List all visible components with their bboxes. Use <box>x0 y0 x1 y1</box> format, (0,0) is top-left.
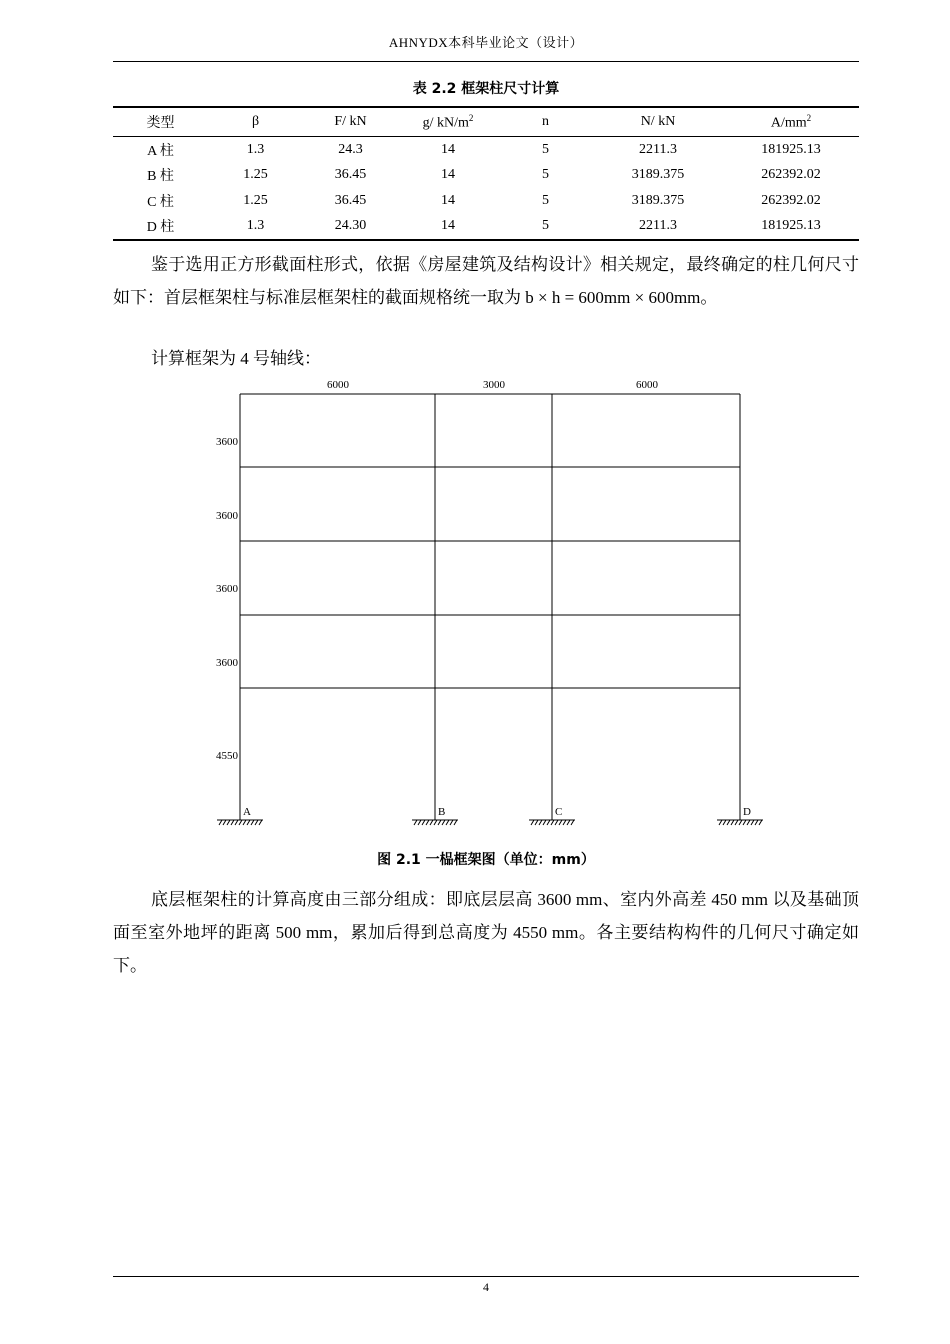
cell-n: 5 <box>542 167 549 183</box>
paragraph-column-dimensions: 鉴于选用正方形截面柱形式，依据《房屋建筑及结构设计》相关规定，最终确定的柱几何尺寸如下：首层框架柱与标准层框架柱的截面规格统一取为 b × h = 600mm × 600mm。 <box>113 255 859 307</box>
table-row <box>113 163 859 189</box>
cell-beta: 1.3 <box>246 218 265 234</box>
cell-type: A 柱 <box>147 143 174 159</box>
paragraph-column-height: 底层框架柱的计算高度由三部分组成：即底层层高 3600 mm、室内外高差 450 mm 以及基础顶面至室外地坪的距离 500 mm，累加后得到总高度为 4550 mm。各主要结构构件的几何尺寸确定如下。 <box>113 890 859 975</box>
page-number: 4 <box>483 1280 489 1294</box>
col-header-area-text: A/mm <box>770 115 807 131</box>
table-row <box>113 188 859 214</box>
frame-lines <box>240 394 740 820</box>
paragraph-frame-axis: 计算框架为 4 号轴线： <box>151 349 321 368</box>
cell-force: 24.3 <box>338 141 363 157</box>
cell-load: 14 <box>441 192 455 208</box>
axis-label-a: A <box>243 806 251 818</box>
support-c <box>529 820 575 825</box>
support-b <box>412 820 458 825</box>
storey-height-label: 4550 <box>216 750 238 762</box>
span-label-bc: 3000 <box>483 379 505 391</box>
axis-label-b: B <box>438 806 446 818</box>
cell-area: 262392.02 <box>761 167 821 183</box>
column-size-table <box>113 106 859 241</box>
cell-axial: 3189.375 <box>631 192 685 208</box>
table-caption: 表 2.2 框架柱尺寸计算 <box>412 81 560 97</box>
span-label-ab: 6000 <box>327 379 349 391</box>
cell-beta: 1.3 <box>246 141 265 157</box>
cell-beta: 1.25 <box>243 167 268 183</box>
table-row <box>113 137 859 163</box>
col-header-axial: N/ kN <box>640 114 676 129</box>
col-header-load <box>398 107 498 137</box>
support-d <box>717 820 763 825</box>
cell-force: 24.30 <box>334 218 367 234</box>
cell-type: C 柱 <box>147 194 174 210</box>
table-row <box>113 214 859 241</box>
fixed-supports <box>217 820 763 825</box>
cell-n: 5 <box>542 218 549 234</box>
table-header-row <box>113 107 859 137</box>
cell-force: 36.45 <box>334 192 367 208</box>
span-label-cd: 6000 <box>636 379 658 391</box>
col-header-n: n <box>542 114 549 129</box>
col-header-load-exp: 2 <box>468 112 474 123</box>
figure-caption: 图 2.1 一榀框架图（单位：mm） <box>377 852 595 868</box>
cell-axial: 2211.3 <box>639 141 677 157</box>
cell-force: 36.45 <box>334 167 367 183</box>
cell-type: B 柱 <box>147 169 174 185</box>
col-header-type: 类型 <box>146 116 175 131</box>
cell-n: 5 <box>542 141 549 157</box>
storey-height-label: 3600 <box>216 510 238 522</box>
cell-area: 181925.13 <box>761 218 821 234</box>
storey-height-label: 3600 <box>216 436 238 448</box>
cell-area: 181925.13 <box>761 141 821 157</box>
cell-beta: 1.25 <box>243 192 268 208</box>
cell-type: D 柱 <box>146 220 175 236</box>
footer-divider <box>113 1276 859 1277</box>
support-a <box>217 820 263 825</box>
col-header-force: F/ kN <box>334 114 367 129</box>
col-header-area-exp: 2 <box>806 112 812 123</box>
storey-height-label: 3600 <box>216 583 238 595</box>
cell-load: 14 <box>441 218 455 234</box>
cell-n: 5 <box>542 192 549 208</box>
cell-area: 262392.02 <box>761 192 821 208</box>
col-header-area <box>723 107 859 137</box>
header-divider <box>113 61 859 62</box>
cell-axial: 3189.375 <box>631 167 685 183</box>
storey-height-label: 3600 <box>216 657 238 669</box>
cell-load: 14 <box>441 141 455 157</box>
cell-load: 14 <box>441 167 455 183</box>
axis-label-c: C <box>555 806 563 818</box>
frame-diagram <box>205 372 765 832</box>
axis-label-d: D <box>743 806 751 818</box>
cell-axial: 2211.3 <box>639 218 677 234</box>
page-header: AHNYDX本科毕业论文（设计） <box>388 35 584 50</box>
col-header-beta: β <box>251 114 260 129</box>
col-header-load-text: g/ kN/m <box>422 115 469 131</box>
